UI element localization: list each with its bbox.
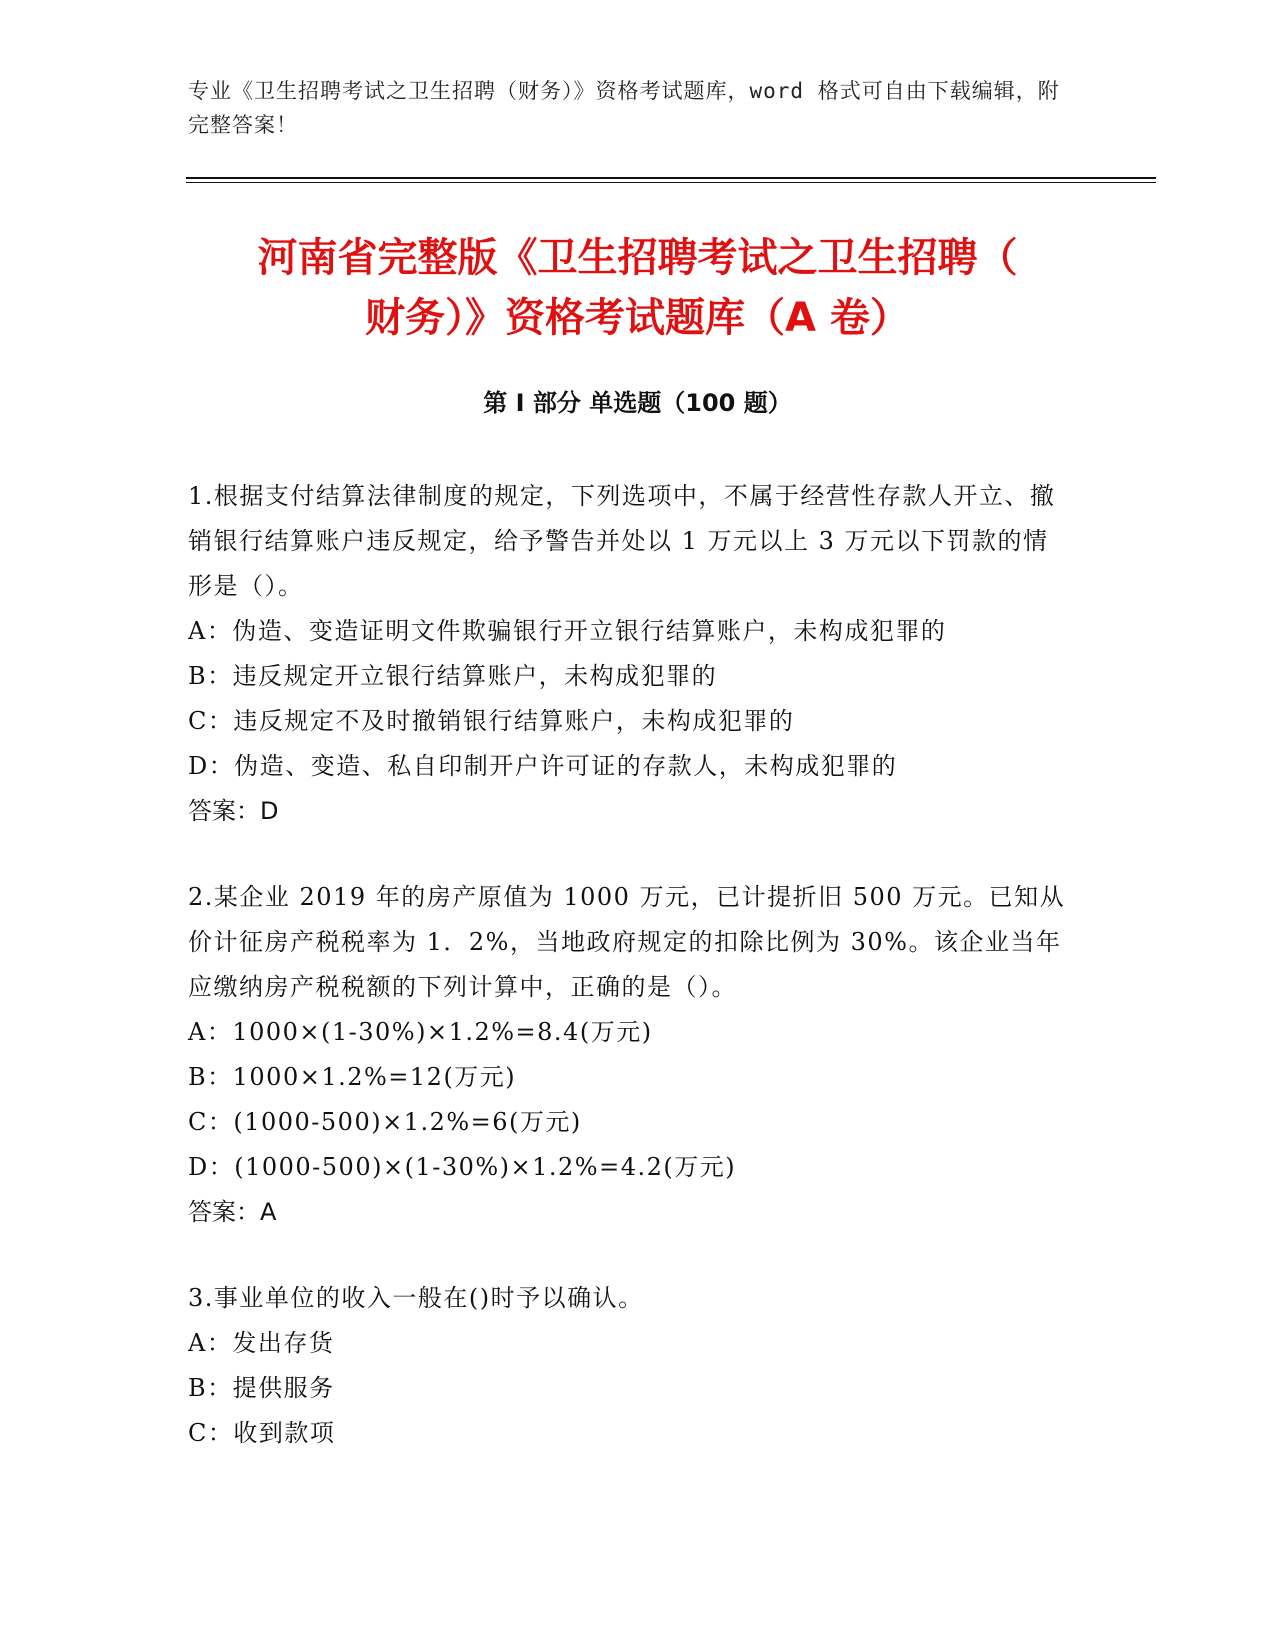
answer-label: 答案：D: [188, 797, 279, 825]
document-title: [150, 228, 1125, 348]
option-a: A：1000×(1-30%)×1.2%=8.4(万元): [188, 1018, 653, 1046]
question-stem: 1.根据支付结算法律制度的规定，下列选项中，不属于经营性存款人开立、撤销银行结算账户违反规定，给予警告并处以 1 万元以上 3 万元以下罚款的情形是（）。: [188, 482, 1056, 600]
option-a: A：伪造、变造证明文件欺骗银行开立银行结算账户，未构成犯罪的: [188, 617, 947, 645]
option-c: C：违反规定不及时撤销银行结算账户，未构成犯罪的: [188, 707, 795, 735]
question-2: [188, 875, 1068, 1235]
header-divider-thick: [186, 177, 1156, 179]
question-stem: 3.事业单位的收入一般在()时予以确认。: [188, 1284, 644, 1312]
header-divider-thin: [186, 182, 1156, 183]
question-1: [188, 474, 1068, 834]
answer-label: 答案：A: [188, 1198, 277, 1226]
question-list: [188, 474, 1068, 1497]
document-title-line-2: 财务）》资格考试题库（A 卷）: [365, 295, 910, 341]
option-d: D：(1000-500)×(1-30%)×1.2%=4.2(万元): [188, 1153, 737, 1181]
option-a: A：发出存货: [188, 1329, 335, 1357]
option-d: D：伪造、变造、私自印制开户许可证的存款人，未构成犯罪的: [188, 752, 898, 780]
document-title-line-1: 河南省完整版《卫生招聘考试之卫生招聘（: [257, 235, 1018, 281]
option-b: B：1000×1.2%=12(万元): [188, 1063, 517, 1091]
section-heading: 第 I 部分 单选题（100 题）: [483, 389, 792, 417]
option-c: C：收到款项: [188, 1419, 336, 1447]
option-b: B：提供服务: [188, 1374, 335, 1402]
option-b: B：违反规定开立银行结算账户，未构成犯罪的: [188, 662, 718, 690]
option-c: C：(1000-500)×1.2%=6(万元): [188, 1108, 582, 1136]
question-3: [188, 1276, 1068, 1456]
document-header-note: 专业《卫生招聘考试之卫生招聘（财务）》资格考试题库，word 格式可自由下载编辑，附完整答案！: [188, 79, 1060, 137]
question-stem: 2.某企业 2019 年的房产原值为 1000 万元，已计提折旧 500 万元。已知从价计征房产税税率为 1．2%，当地政府规定的扣除比例为 30%。该企业当年应缴纳房产税税额的下列计算中，正确的是（）。: [188, 883, 1066, 1001]
